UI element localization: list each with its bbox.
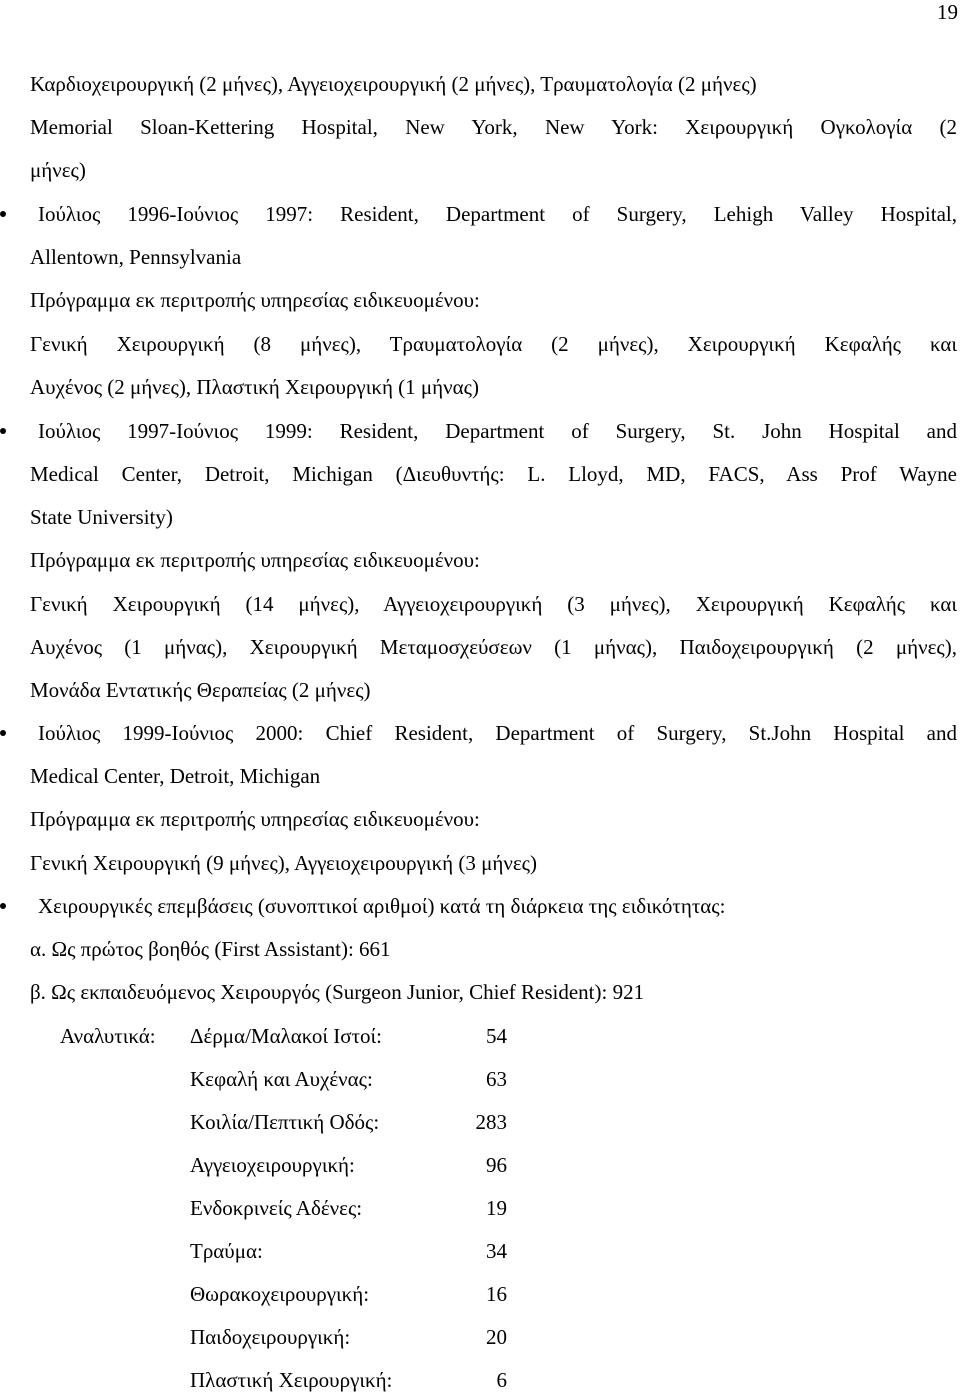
text-line: Χειρουργικές επεμβάσεις (συνοπτικοί αριθμοί) κατά τη διάρκεια της ειδικότητας: [38,894,726,918]
text-line: Γενική Χειρουργική (14 μήνες), Αγγειοχειρουργική (3 μήνες), Χειρουργική Κεφαλής και [30,592,957,616]
text-line: Γενική Χειρουργική (8 μήνες), Τραυματολογία (2 μήνες), Χειρουργική Κεφαλής και [30,332,957,356]
breakdown-label: Θωρακοχειρουργική: [190,1282,370,1306]
breakdown-label: Τραύμα: [190,1239,263,1263]
breakdown-value: 20 [486,1325,507,1349]
breakdown-value: 96 [486,1153,507,1177]
text-line: Ιούλιος 1996-Ιούνιος 1997: Resident, Department of Surgery, Lehigh Valley Hospital, [38,202,957,226]
text-line: Μονάδα Εντατικής Θεραπείας (2 μήνες) [30,678,371,702]
bullet-icon [0,211,6,217]
text-line: Καρδιοχειρουργική (2 μήνες), Αγγειοχειρουργική (2 μήνες), Τραυματολογία (2 μήνες) [30,72,757,96]
text-line: Allentown, Pennsylvania [30,245,242,269]
breakdown-label: Πλαστική Χειρουργική: [190,1368,393,1392]
text-line: Medical Center, Detroit, Michigan (Διευθυντής: L. Lloyd, MD, FACS, Ass Prof Wayne [30,462,957,486]
text-line: Memorial Sloan-Kettering Hospital, New York, New York: Χειρουργική Ογκολογία (2 [30,115,957,139]
breakdown-value: 283 [475,1110,507,1134]
bullet-icon [0,730,6,736]
breakdown-heading: Αναλυτικά: [60,1024,156,1048]
text-line: Πρόγραμμα εκ περιτροπής υπηρεσίας ειδικευομένου: [30,288,480,312]
breakdown-value: 16 [486,1282,507,1306]
breakdown-value: 6 [496,1368,507,1392]
breakdown-label: Αγγειοχειρουργική: [190,1153,355,1177]
text-line: Πρόγραμμα εκ περιτροπής υπηρεσίας ειδικευομένου: [30,807,480,831]
text-line: State University) [30,505,173,529]
breakdown-label: Ενδοκρινείς Αδένες: [190,1196,363,1220]
breakdown-label: Παιδοχειρουργική: [190,1325,351,1349]
breakdown-label: Δέρμα/Μαλακοί Ιστοί: [190,1024,383,1048]
text-line: Γενική Χειρουργική (9 μήνες), Αγγειοχειρουργική (3 μήνες) [30,851,537,875]
breakdown-label: Κεφαλή και Αυχένας: [190,1067,373,1091]
breakdown-value: 54 [486,1024,507,1048]
text-line: Αυχένος (1 μήνας), Χειρουργική Μεταμοσχεύσεων (1 μήνας), Παιδοχειρουργική (2 μήνες), [30,635,957,659]
text-line: Πρόγραμμα εκ περιτροπής υπηρεσίας ειδικευομένου: [30,548,480,572]
page-number: 19 [937,0,958,24]
text-line: Medical Center, Detroit, Michigan [30,764,321,788]
bullet-icon [0,903,6,909]
text-line: μήνες) [30,158,86,182]
text-line: Ιούλιος 1999-Ιούνιος 2000: Chief Resident, Department of Surgery, St.John Hospital and [38,721,957,745]
text-line: Αυχένος (2 μήνες), Πλαστική Χειρουργική (1 μήνας) [30,375,479,399]
text-line: β. Ως εκπαιδευόμενος Χειρουργός (Surgeon Junior, Chief Resident): 921 [30,980,645,1004]
breakdown-value: 34 [486,1239,507,1263]
text-line: Ιούλιος 1997-Ιούνιος 1999: Resident, Department of Surgery, St. John Hospital and [38,419,957,443]
bullet-icon [0,428,6,434]
breakdown-value: 19 [486,1196,507,1220]
text-line: α. Ως πρώτος βοηθός (First Assistant): 661 [30,937,391,961]
breakdown-label: Κοιλία/Πεπτική Οδός: [190,1110,380,1134]
breakdown-value: 63 [486,1067,507,1091]
